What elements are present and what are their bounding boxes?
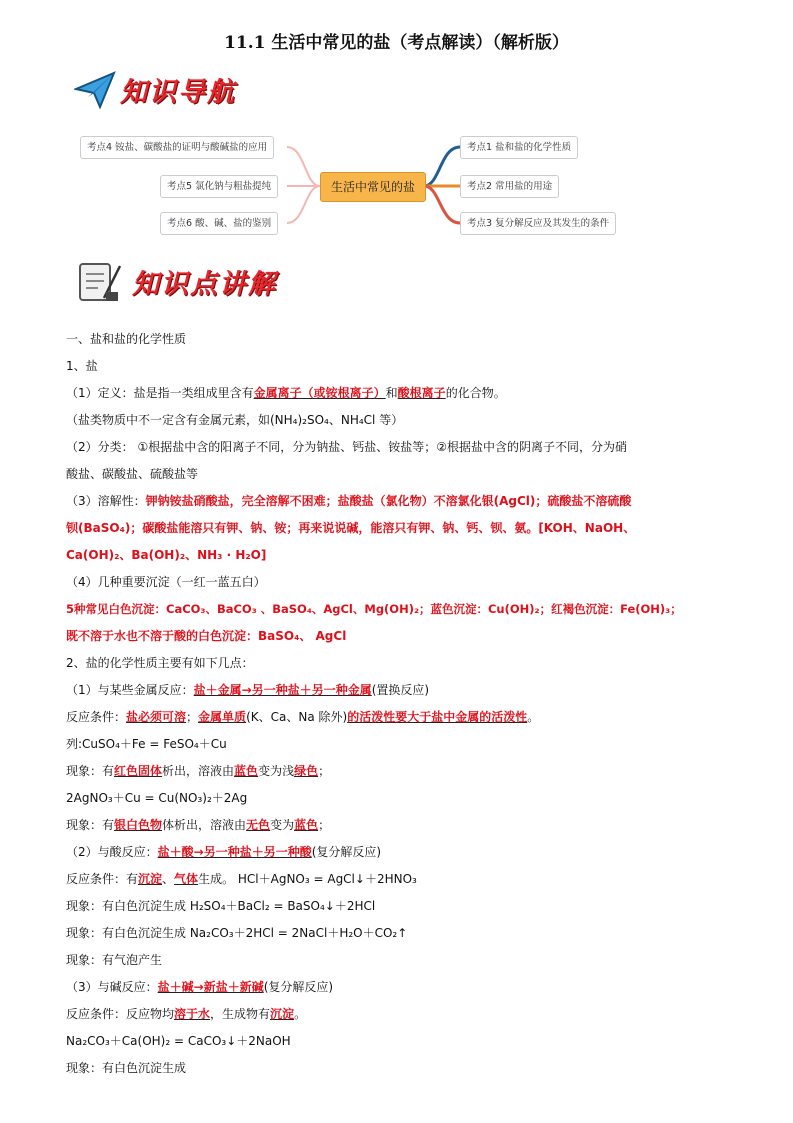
phenomenon-line: 现象：有白色沉淀生成 Na₂CO₃＋2HCl = 2NaCl＋H₂O＋CO₂↑ <box>66 926 408 940</box>
solubility-line-3: Ca(OH)₂、Ba(OH)₂、NH₃ · H₂O] <box>66 548 267 562</box>
equation-line: Na₂CO₃＋Ca(OH)₂ = CaCO₃↓＋2NaOH <box>66 1034 291 1048</box>
note-line: （盐类物质中不一定含有金属元素，如(NH₄)₂SO₄、NH₄Cl 等） <box>66 413 404 427</box>
precipitate-line: 5种常见白色沉淀：CaCO₃、BaCO₃ 、BaSO₄、AgCl、Mg(OH)₂；蓝色沉淀：Cu(OH)₂；红褐色沉淀：Fe(OH)₃； <box>66 602 682 616</box>
document-title: 11.1 生活中常见的盐（考点解读）（解析版） <box>224 33 569 53</box>
solubility-line: （3）溶解性：钾钠铵盐硝酸盐，完全溶解不困难；盐酸盐（氯化物）不溶氯化银(AgCl)；硫酸盐不溶硫酸 <box>66 494 632 508</box>
knowledge-navigation-heading: 知识导航 <box>120 77 236 108</box>
subsection-heading: 1、盐 <box>66 359 98 373</box>
phenomenon-line: 现象：有气泡产生 <box>66 953 163 967</box>
mindmap-node-k2: 考点2 常用盐的用途 <box>460 175 559 198</box>
section-heading: 一、盐和盐的化学性质 <box>66 332 187 346</box>
mindmap-node-k6: 考点6 酸、碱、盐的鉴别 <box>160 212 278 235</box>
phenomenon-line: 现象：有红色固体析出，溶液由蓝色变为浅绿色； <box>66 764 331 778</box>
base-condition-line: 反应条件：反应物均溶于水，生成物有沉淀。 <box>66 1007 307 1021</box>
chem-properties-heading: 2、盐的化学性质主要有如下几点： <box>66 656 254 670</box>
document-body <box>66 326 746 1082</box>
mindmap-node-k3: 考点3 复分解反应及其发生的条件 <box>460 212 616 235</box>
metal-condition-line: 反应条件：盐必须可溶；金属单质(K、Ca、Na 除外)的活泼性要大于盐中金属的活泼性。 <box>66 710 540 724</box>
metal-reaction-line: （1）与某些金属反应：盐＋金属→另一种盐＋另一种金属(置换反应) <box>66 683 430 697</box>
acid-condition-line: 反应条件：有沉淀、气体生成。 HCl＋AgNO₃ = AgCl↓＋2HNO₃ <box>66 872 417 886</box>
solubility-line-2: 钡(BaSO₄)；碳酸盐能溶只有钾、钠、铵；再来说说碱，能溶只有钾、钠、钙、钡、氨。[KOH、NaOH、 <box>66 521 636 535</box>
phenomenon-line: 现象：有白色沉淀生成 H₂SO₄＋BaCl₂ = BaSO₄↓＋2HCl <box>66 899 376 913</box>
mindmap-center-node: 生活中常见的盐 <box>320 172 426 202</box>
definition-line: （1）定义：盐是指一类组成里含有金属离子（或铵根离子）和酸根离子的化合物。 <box>66 386 506 400</box>
classification-line: （2）分类： ①根据盐中含的阳离子不同，分为钠盐、钙盐、铵盐等；②根据盐中含的阴离子不同，分为硝 <box>66 440 627 454</box>
knowledge-explanation-banner <box>74 258 277 304</box>
mindmap-node-k4: 考点4 铵盐、碳酸盐的证明与酸碱盐的应用 <box>80 136 274 159</box>
phenomenon-line: 现象：有银白色物体析出，溶液由无色变为蓝色； <box>66 818 331 832</box>
knowledge-explanation-heading: 知识点讲解 <box>132 268 277 300</box>
mindmap-connectors <box>0 0 793 250</box>
scroll-quill-icon <box>74 258 124 304</box>
precipitate-heading: （4）几种重要沉淀（一红一蓝五白） <box>66 575 266 589</box>
base-reaction-line: （3）与碱反应：盐＋碱→新盐＋新碱(复分解反应) <box>66 980 334 994</box>
phenomenon-line: 现象：有白色沉淀生成 <box>66 1061 187 1075</box>
mindmap-node-k1: 考点1 盐和盐的化学性质 <box>460 136 578 159</box>
equation-line: 列:CuSO₄＋Fe = FeSO₄＋Cu <box>66 737 227 751</box>
acid-reaction-line: （2）与酸反应：盐＋酸→另一种盐＋另一种酸(复分解反应) <box>66 845 382 859</box>
mindmap-node-k5: 考点5 氯化钠与粗盐提纯 <box>160 175 278 198</box>
equation-line: 2AgNO₃＋Cu = Cu(NO₃)₂＋2Ag <box>66 791 248 805</box>
classification-line-2: 酸盐、碳酸盐、硫酸盐等 <box>66 467 199 481</box>
precipitate-line-2: 既不溶于水也不溶于酸的白色沉淀：BaSO₄、 AgCl <box>66 629 347 643</box>
